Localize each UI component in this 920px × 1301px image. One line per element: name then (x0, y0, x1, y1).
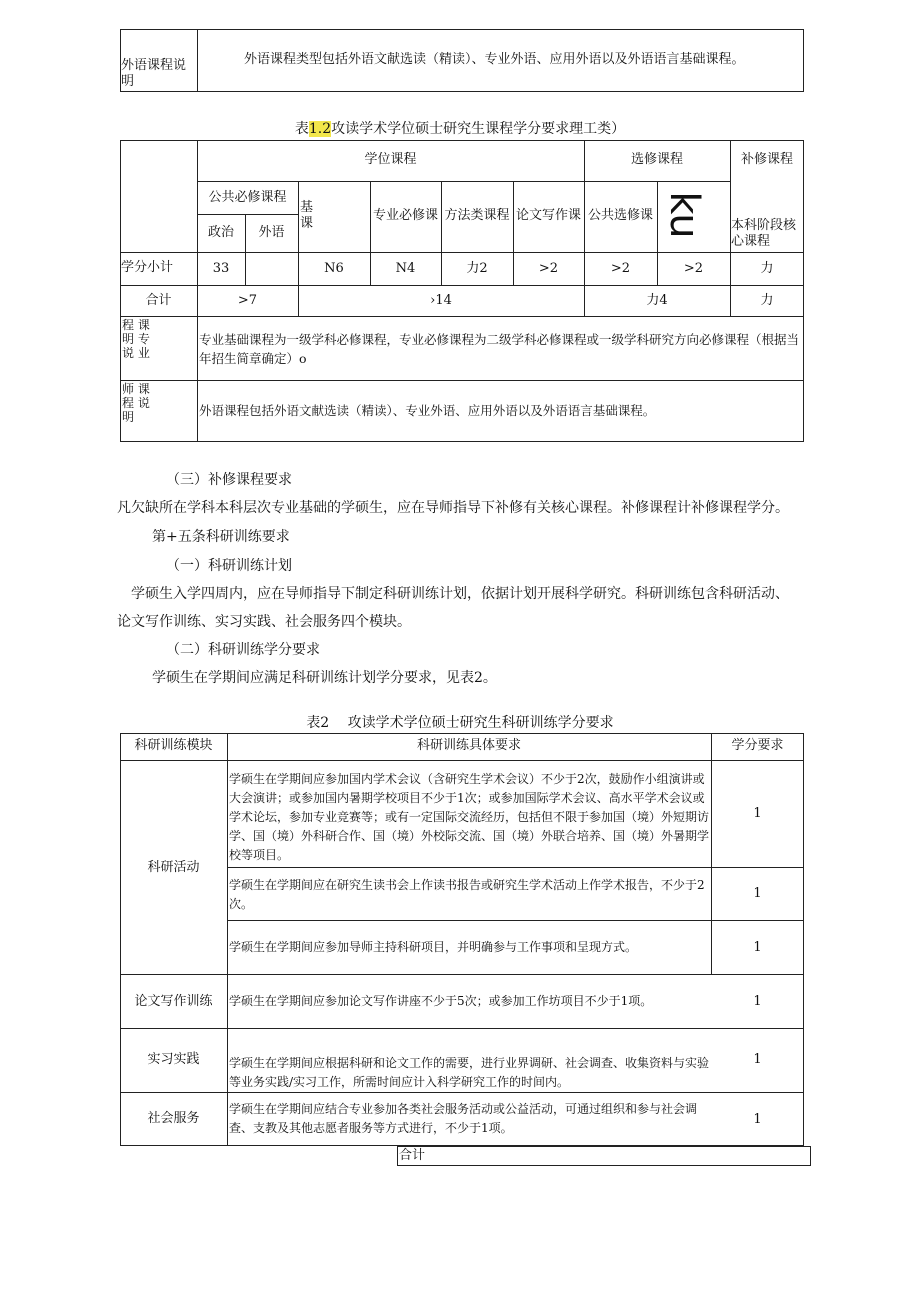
table1-caption (0, 119, 920, 139)
credit-cell: N4 (395, 261, 416, 276)
para-article-15: 第+五条科研训练要求 (152, 529, 290, 545)
t2-h-credit: 学分要求 (731, 738, 784, 753)
caption-suffix: 攻读学术学位硕士研究生课程学分要求理工类） (331, 121, 626, 137)
t1-line (120, 316, 804, 317)
credit-cell: 33 (212, 261, 230, 276)
h-basic: 基 课 (300, 200, 314, 231)
row-credit-label: 学分小计 (121, 260, 174, 275)
top-table-divider (197, 29, 198, 92)
table2-caption: 表2 攻读学术学位硕士研究生科研训练学分要求 (306, 715, 614, 731)
module-service: 社会服务 (147, 1111, 200, 1126)
table2-total-label: 合计 (399, 1148, 426, 1163)
h-politics: 政治 (207, 225, 234, 240)
req-research-3: 学硕生在学期间应参加导师主持科研项目，并明确参与工作事项和呈现方式。 (229, 940, 638, 954)
h-public-required: 公共必修课程 (208, 190, 287, 205)
credit-thesis: 1 (753, 994, 762, 1009)
req-thesis: 学硕生在学期间应参加论文写作讲座不少于5次；或参加工作坊项目不少于1项。 (229, 994, 653, 1008)
t2-line (120, 974, 804, 975)
note2-content: 外语课程包括外语文献选读（精读）、专业外语、应用外语以及外语语言基础课程。 (199, 403, 656, 418)
t1-line (120, 285, 804, 286)
t2-line (120, 1028, 804, 1029)
para-credit-heading: （二）科研训练学分要求 (166, 642, 320, 658)
para-supplement-heading: （三）补修课程要求 (166, 472, 292, 488)
credit-cell: >2 (683, 261, 704, 276)
h-elective: 选修课程 (630, 152, 683, 167)
h-public-elective: 公共选修课 (587, 208, 653, 223)
total-major: ›14 (430, 293, 452, 308)
total-public: >7 (237, 293, 258, 308)
req-research-1: 学硕生在学期间应参加国内学术会议（含研究生学术会议）不少于2次，鼓励作小组演讲或大会演讲；或参加国内暑期学校项目不少于1次；或参加国际学术会议、高水平学术会议或学术论坛，参加专业竞赛等；或有一定国际交流经历，包括但不限于参加国（境）外短期访学、国（境）外科研合作、国（境）外校际交流、国（境）外联合培养、国（境）外暑期学校等项目。 (229, 772, 710, 862)
h-undergrad-core: 本科阶段核心课程 (731, 218, 797, 249)
para-plan-text-2: 论文写作训练、实习实践、社会服务四个模块。 (117, 614, 411, 630)
t1-line (197, 181, 730, 182)
t2-line (120, 760, 804, 761)
credit-practice: 1 (753, 1052, 762, 1067)
para-plan-heading: （一）科研训练计划 (166, 558, 292, 574)
credit-cell: 力 (760, 261, 774, 276)
table2-total-row (397, 1146, 811, 1166)
t1-line (120, 380, 804, 381)
credit-service: 1 (753, 1112, 762, 1127)
para-plan-text-1: 学硕生入学四周内，应在导师指导下制定科研训练计划，依据计划开展科学研究。科研训练包含科研活动、 (131, 586, 789, 602)
req-practice: 学硕生在学期间应根据科研和论文工作的需要，进行业界调研、社会调查、收集资料与实验等业务实践/实习工作，所需时间应计入科学研究工作的时间内。 (229, 1056, 710, 1089)
note2-label: 师 课 程 说 明 (122, 382, 150, 424)
credit-cell: 力2 (466, 261, 488, 276)
module-practice: 实习实践 (147, 1052, 200, 1067)
t2-vline (227, 733, 228, 1146)
t1-line (197, 214, 298, 215)
total-supplement: 力 (760, 293, 774, 308)
para-supplement-text: 凡欠缺所在学科本科层次专业基础的学硕生，应在导师指导下补修有关核心课程。补修课程计补修课程学分。 (117, 500, 789, 516)
t2-h-requirement: 科研训练具体要求 (416, 738, 521, 753)
total-elective: 力4 (646, 293, 668, 308)
credit-cell: >2 (538, 261, 559, 276)
note1-content: 专业基础课程为一级学科必修课程，专业必修课程为二级学科必修课程或一级学科研究方向必修课程（根据当年招生简章确定）o (199, 332, 800, 366)
h-ku-glyph: ku (661, 191, 707, 239)
credit-cell: >2 (610, 261, 631, 276)
credit-research-2: 1 (753, 886, 762, 901)
para-credit-text: 学硕生在学期间应满足科研训练计划学分要求，见表2。 (152, 670, 497, 686)
t1-line (120, 252, 804, 253)
t2-vline (711, 733, 712, 974)
h-major-required: 专业必修课 (372, 208, 438, 223)
h-supplement: 补修课程 (740, 152, 793, 167)
t2-h-module: 科研训练模块 (134, 738, 213, 753)
module-research: 科研活动 (147, 860, 200, 875)
row-total-label: 合计 (145, 293, 172, 308)
caption-prefix: 表 (294, 121, 309, 137)
h-foreign: 外语 (258, 225, 285, 240)
note1-label: 程 课 明 专 说 业 (122, 318, 150, 360)
top-table-label: 外语课程说明 (121, 58, 187, 89)
module-thesis: 论文写作训练 (134, 994, 213, 1009)
t2-line (227, 920, 804, 921)
top-table-content: 外语课程类型包括外语文献选读（精读）、专业外语、应用外语以及外语语言基础课程。 (244, 52, 745, 67)
t1-vline (197, 140, 198, 442)
credit-research-1: 1 (753, 806, 762, 821)
h-method: 方法类课程 (444, 208, 510, 223)
t2-line (227, 867, 804, 868)
req-service: 学硕生在学期间应结合专业参加各类社会服务活动或公益活动，可通过组织和参与社会调查、支教及其他志愿者服务等方式进行，不少于1项。 (229, 1102, 698, 1135)
t2-line (120, 1092, 804, 1093)
credit-research-3: 1 (753, 940, 762, 955)
h-degree: 学位课程 (364, 152, 417, 167)
req-research-2: 学硕生在学期间应在研究生读书会上作读书报告或研究生学术活动上作学术报告，不少于2次。 (229, 878, 705, 911)
caption-highlight: 1.2 (308, 121, 332, 137)
h-thesis: 论文写作课 (515, 208, 581, 223)
credit-cell: N6 (324, 261, 344, 276)
